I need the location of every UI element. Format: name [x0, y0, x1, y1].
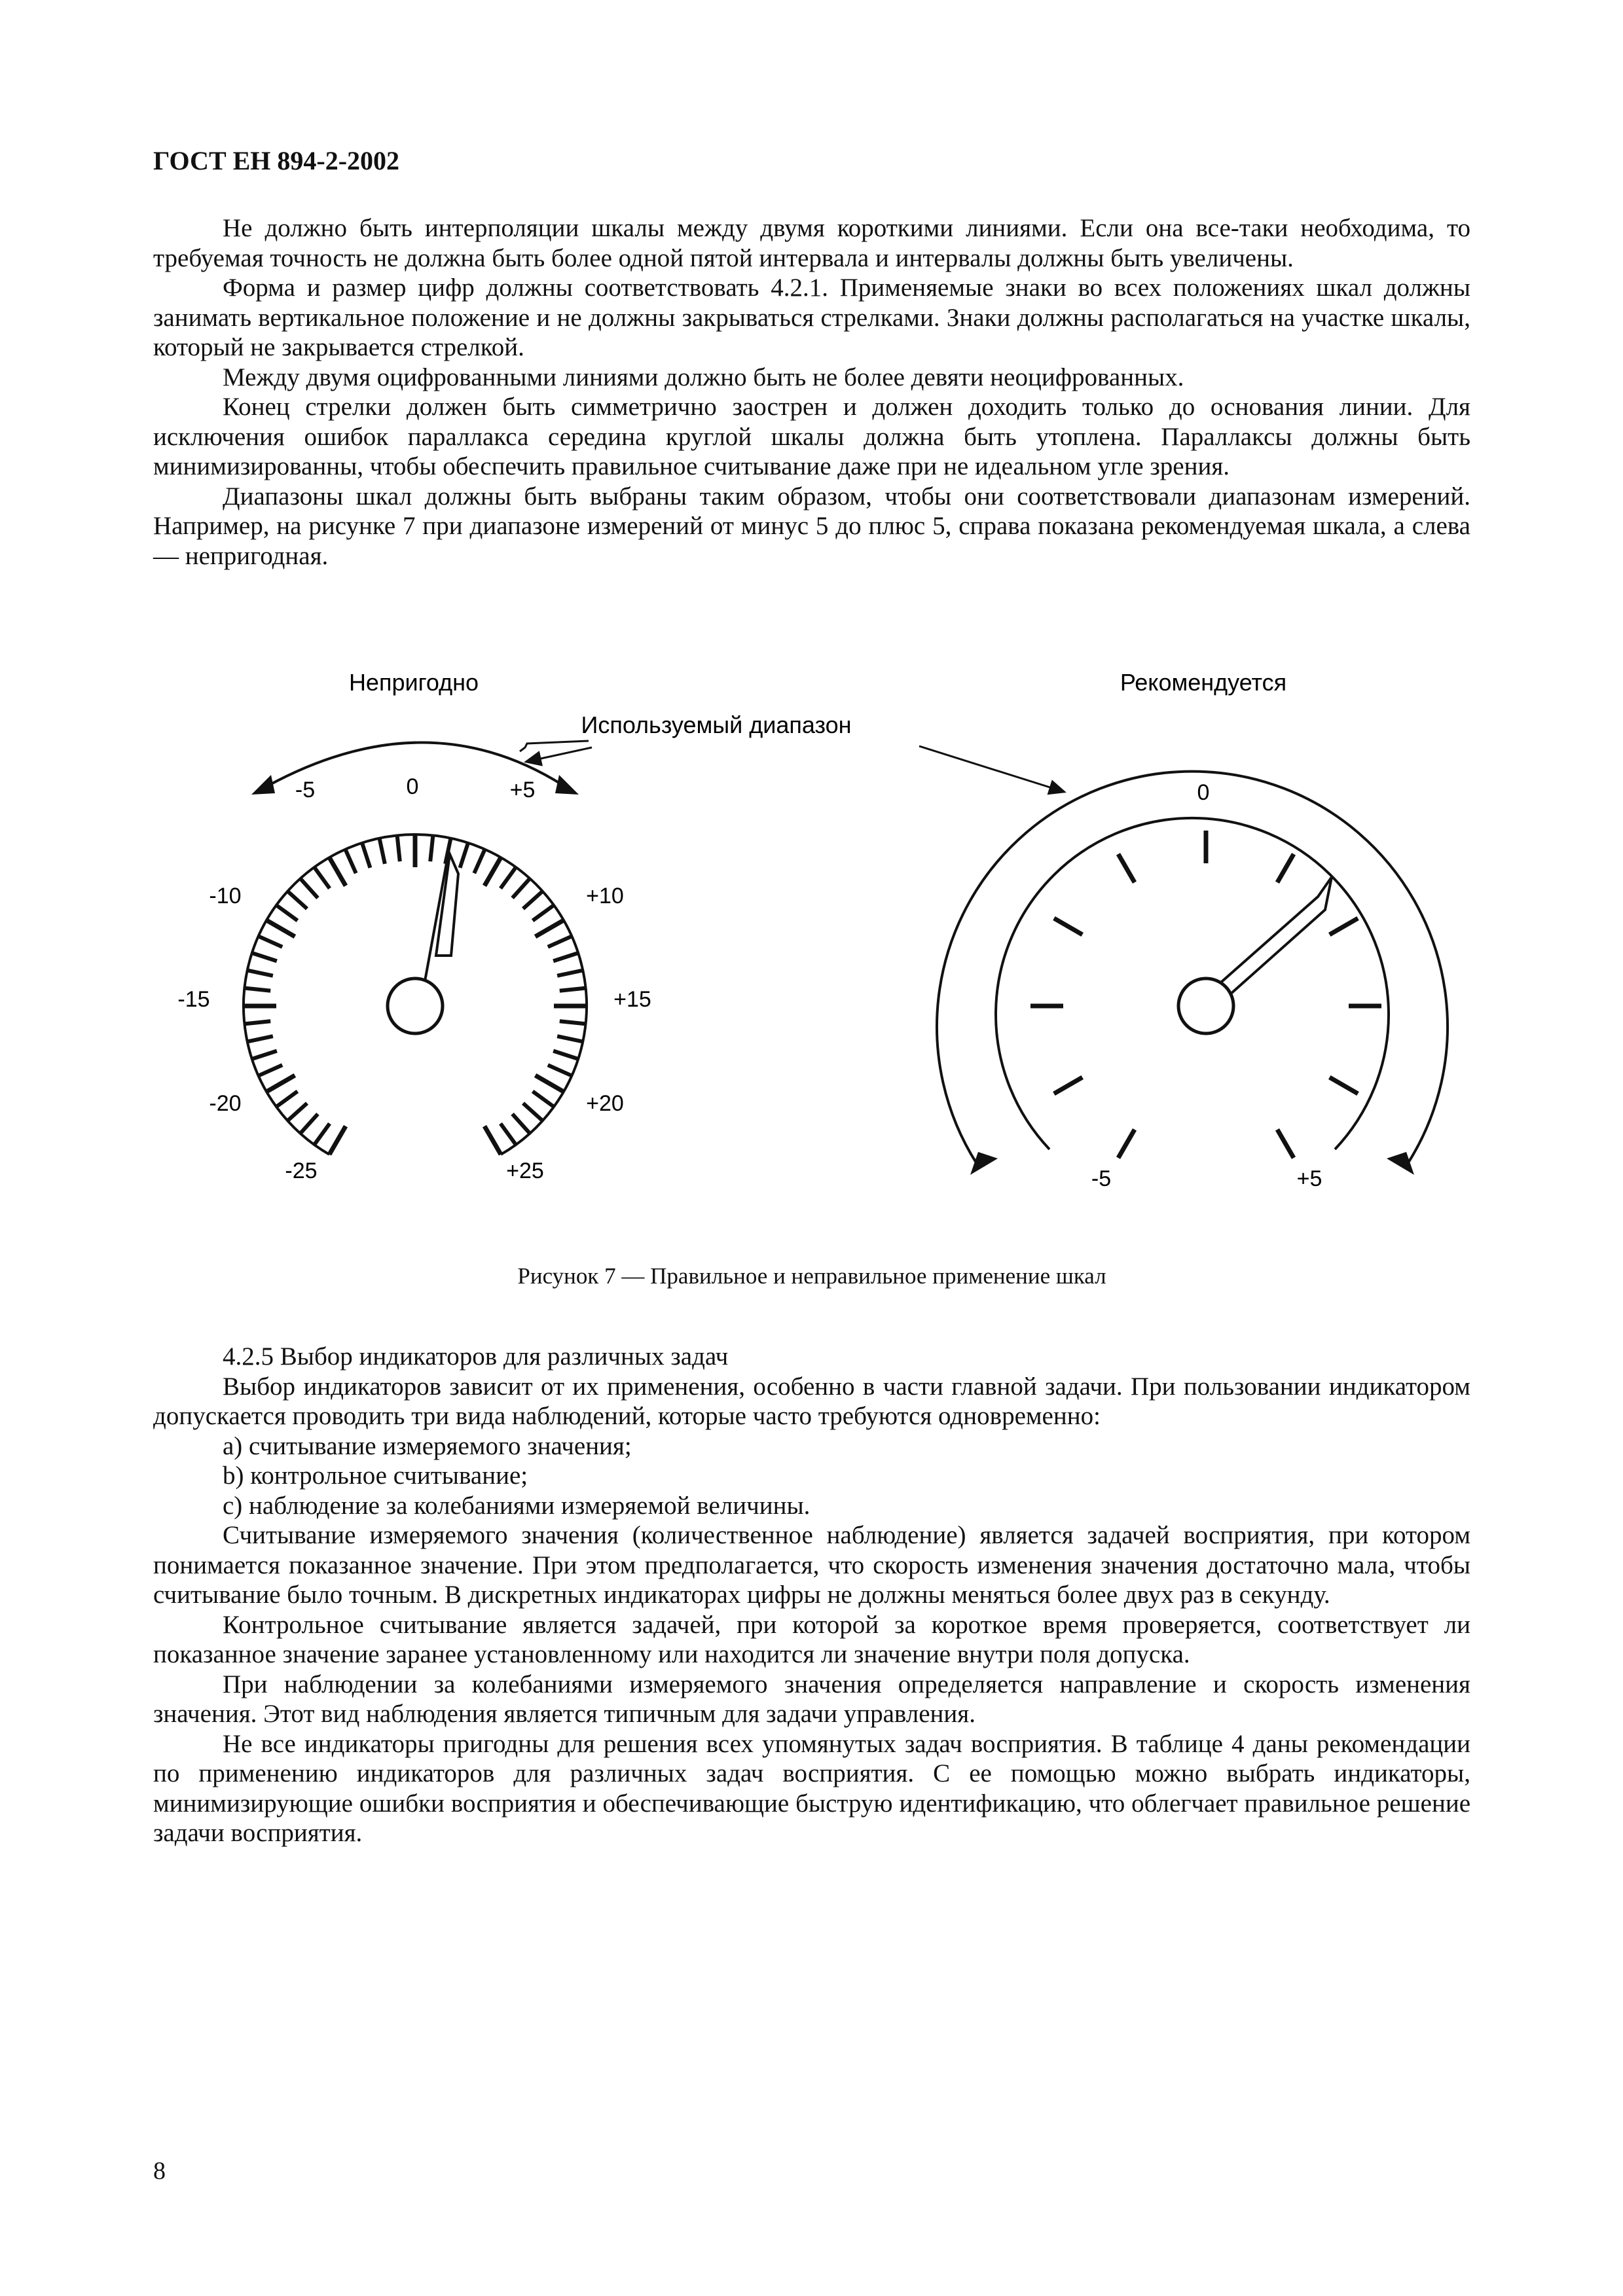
- paragraph: Не все индикаторы пригодны для решения всех упомянутых задач восприятия. В таблице 4 даны рекомендации по применению индикаторов для различных задач восприятия. С ее помощью можно выбрать индикаторы, минимизирующие ошибки восприятия и обеспечивающие быструю идентификацию, что облегчает правильное решение задачи восприятия.: [153, 1729, 1470, 1847]
- left-minor-tick: [345, 850, 356, 874]
- left-label-p20: +20: [586, 1091, 624, 1116]
- list-item: c) наблюдение за колебаниями измеряемой величины.: [223, 1491, 811, 1520]
- left-minor-tick: [380, 838, 385, 864]
- left-major-tick: [266, 1075, 295, 1092]
- left-minor-tick: [287, 891, 307, 909]
- left-minor-tick: [474, 850, 484, 874]
- left-minor-tick: [362, 843, 370, 868]
- left-minor-tick: [430, 835, 433, 861]
- right-tick: [1054, 1077, 1082, 1094]
- right-tick: [1277, 854, 1294, 882]
- figure-caption: Рисунок 7 — Правильное и неправильное применение шкал: [517, 1263, 1106, 1289]
- left-minor-tick: [513, 1114, 530, 1134]
- left-label-m15: -15: [177, 987, 210, 1012]
- left-minor-tick: [287, 1103, 307, 1121]
- left-label-zero: 0: [406, 774, 419, 799]
- left-minor-tick: [259, 1065, 283, 1075]
- list-item: b) контрольное считывание;: [223, 1462, 528, 1490]
- left-minor-tick: [553, 953, 578, 961]
- leader-arrow-left: [526, 747, 592, 762]
- left-minor-tick: [560, 1021, 586, 1024]
- left-minor-tick: [397, 835, 400, 861]
- left-range-arrow-end: [555, 775, 579, 795]
- left-minor-tick: [533, 1091, 554, 1107]
- left-major-tick: [329, 857, 346, 886]
- left-major-tick: [266, 920, 295, 937]
- right-tick: [1118, 854, 1135, 882]
- document-header: ГОСТ ЕН 894-2-2002: [153, 146, 400, 175]
- right-tick: [1330, 1077, 1358, 1094]
- right-tick: [1118, 1130, 1135, 1158]
- paragraph: Конец стрелки должен быть симметрично заострен и должен доходить только до основания линии. Для исключения ошибок параллакса середина круглой шкалы должна быть утоплена. Параллаксы должны быть минимизированны, чтобы обеспечить правильное считывание даже при не идеальном угле зрения.: [153, 393, 1470, 480]
- left-dial-hub: [388, 978, 443, 1033]
- left-label-m10: -10: [209, 884, 242, 908]
- right-outer-arrow-start: [970, 1152, 998, 1175]
- figure-7: [153, 655, 1470, 1289]
- right-outer-arc: [937, 772, 1448, 1164]
- section-heading: 4.2.5 Выбор индикаторов для различных задач: [223, 1342, 729, 1371]
- list-item: а) считывание измеряемого значения;: [223, 1431, 632, 1460]
- left-minor-tick: [557, 1036, 583, 1041]
- left-minor-tick: [252, 953, 277, 961]
- body-text-top: [153, 213, 1470, 571]
- left-minor-tick: [548, 1065, 572, 1075]
- left-minor-tick: [533, 905, 554, 921]
- right-label-m5: -5: [1091, 1166, 1112, 1191]
- left-major-tick: [484, 857, 501, 886]
- left-minor-tick: [276, 1091, 297, 1107]
- range-label: Используемый диапазон: [581, 711, 852, 738]
- left-title: Непригодно: [348, 669, 479, 696]
- left-major-tick: [484, 1126, 501, 1155]
- left-minor-tick: [244, 988, 270, 991]
- left-minor-tick: [523, 891, 543, 909]
- paragraph: Диапазоны шкал должны быть выбраны таким образом, чтобы они соответствовали диапазонам измерений. Например, на рисунке 7 при диапазоне измерений от минус 5 до плюс 5, справа показана рекомендуемая шкала, а слева — непригодная.: [153, 482, 1470, 570]
- left-minor-tick: [557, 971, 583, 976]
- left-minor-tick: [500, 1124, 516, 1145]
- left-major-tick: [329, 1126, 346, 1155]
- left-label-p5: +5: [509, 778, 536, 802]
- left-minor-tick: [244, 1021, 270, 1024]
- paragraph: Не должно быть интерполяции шкалы между двумя короткими линиями. Если она все-таки необходима, то требуемая точность не должна быть более одной пятой интервала и интервалы должны быть увеличены.: [153, 214, 1470, 272]
- left-minor-tick: [460, 843, 468, 868]
- left-minor-tick: [523, 1103, 543, 1121]
- left-minor-tick: [301, 1114, 318, 1134]
- figure-7-drawing: [153, 655, 1470, 1224]
- right-tick: [1277, 1130, 1294, 1158]
- paragraph: Выбор индикаторов зависит от их применения, особенно в части главной задачи. При пользовании индикатором допускается проводить три вида наблюдений, которые часто требуются одновременно:: [153, 1372, 1470, 1430]
- paragraph: При наблюдении за колебаниями измеряемого значения определяется направление и скорость изменения значения. Этот вид наблюдения является типичным для задачи управления.: [153, 1670, 1470, 1728]
- right-label-p5: +5: [1296, 1166, 1322, 1191]
- leader-arrow-right: [919, 746, 1065, 792]
- left-label-m25: -25: [285, 1158, 318, 1183]
- page-number: 8: [153, 2157, 166, 2185]
- left-label-p15: +15: [613, 987, 651, 1012]
- left-minor-tick: [247, 1036, 273, 1041]
- paragraph: Форма и размер цифр должны соответствовать 4.2.1. Применяемые знаки во всех положениях шкал должны занимать вертикальное положение и не должны закрываться стрелками. Знаки должны располагаться на участке шкалы, который не закрывается стрелкой.: [153, 274, 1470, 361]
- paragraph: Считывание измеряемого значения (количественное наблюдение) является задачей восприятия, при котором понимается показанное значение. При этом предполагается, что скорость изменения значения достаточно мала, чтобы считывание было точным. В дискретных индикаторах цифры не должны меняться более двух раз в секунду.: [153, 1521, 1470, 1609]
- paragraph: Между двумя оцифрованными линиями должно быть не более девяти неоцифрованных.: [223, 363, 1184, 391]
- left-minor-tick: [276, 905, 297, 921]
- body-text-section: [153, 1342, 1470, 1848]
- left-minor-tick: [259, 936, 283, 946]
- left-major-tick: [536, 1075, 564, 1092]
- left-label-m5: -5: [295, 778, 316, 802]
- left-label-p25: +25: [506, 1158, 544, 1183]
- left-minor-tick: [314, 1124, 330, 1145]
- left-label-m20: -20: [209, 1091, 242, 1116]
- left-minor-tick: [553, 1051, 578, 1059]
- right-tick: [1330, 918, 1358, 935]
- right-outer-arrow-end: [1387, 1152, 1414, 1175]
- left-minor-tick: [247, 971, 273, 976]
- left-major-tick: [536, 920, 564, 937]
- right-tick: [1054, 918, 1082, 935]
- left-minor-tick: [252, 1051, 277, 1059]
- left-minor-tick: [500, 867, 516, 888]
- left-label-p10: +10: [586, 884, 624, 908]
- left-minor-tick: [548, 936, 572, 946]
- paragraph: Контрольное считывание является задачей, при которой за короткое время проверяется, соответствует ли показанное значение заранее установленному или находится ли значение внутри поля допуска.: [153, 1610, 1470, 1668]
- left-minor-tick: [301, 878, 318, 898]
- left-minor-tick: [560, 988, 586, 991]
- right-dial-hub: [1178, 978, 1233, 1033]
- right-title: Рекомендуется: [1120, 669, 1287, 696]
- left-minor-tick: [513, 878, 530, 898]
- left-minor-tick: [314, 867, 330, 888]
- right-label-zero: 0: [1197, 780, 1210, 805]
- left-range-arrow-start: [251, 775, 275, 795]
